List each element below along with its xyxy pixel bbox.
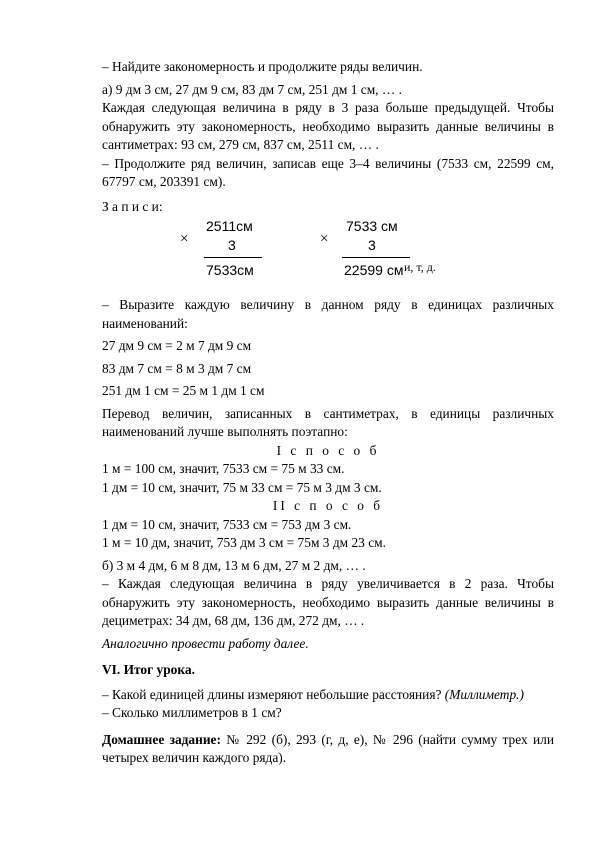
calc-result: 7533см <box>206 262 254 278</box>
calc-multiplicand: 2511см <box>206 218 253 234</box>
method-1-heading: I с п о с о б <box>276 442 380 458</box>
method-2-heading: II с п о с о б <box>272 498 384 513</box>
calc-line <box>342 257 410 258</box>
explanation-b: – Каждая следующая величина в ряду увеличивается в 2 раза. Чтобы обнаружить эту закономерность, необходимо выразить данные величины в дециметрах: 34 дм, 68 дм, 136 дм, 272 дм, … . <box>102 576 554 628</box>
conversion-2: 83 дм 7 см = 8 м 3 дм 7 см <box>102 360 252 376</box>
question-1 <box>102 686 554 705</box>
homework-text: № 292 (б), 293 (г, д, е), № 296 (найти сумму трех или четырех величин каждого ряда). <box>102 731 554 765</box>
calc-multiplier: 3 <box>368 237 376 253</box>
method-1-step-1: 1 м = 100 см, значит, 7533 см = 75 м 33 см. <box>102 461 345 476</box>
section-heading: VI. Итог урока. <box>102 662 195 677</box>
explanation-a: Каждая следующая величина в ряду в 3 раза больше предыдущей. Чтобы обнаружить эту закономерность, необходимо выразить данные величины в сантиметрах: 93 см, 279 см, 837 см, 2511 см, … . <box>102 100 554 152</box>
express-instruction: – Выразите каждую величину в данном ряду в единицах различных наименований: <box>102 297 554 331</box>
task-instruction: – Найдите закономерность и продолжите ряды величин. <box>102 59 423 74</box>
calc-multiplier: 3 <box>228 237 236 253</box>
document-page <box>102 58 554 768</box>
question-2: – Сколько миллиметров в 1 см? <box>102 705 282 720</box>
series-b: б) 3 м 4 дм, 6 м 8 дм, 13 м 6 дм, 27 м 2 дм, … . <box>102 557 366 573</box>
notes-heading: З а п и с и: <box>102 198 163 214</box>
multiply-sign: × <box>180 231 189 247</box>
method-2-step-1: 1 дм = 10 см, значит, 7533 см = 753 дм 3 см. <box>102 516 352 532</box>
question-1-text: – Какой единицей длины измеряют небольшие расстояния? <box>102 686 445 702</box>
multiplication-block <box>102 218 554 286</box>
calc-multiplicand: 7533 см <box>346 218 398 234</box>
continue-series-instruction: – Продолжите ряд величин, записав еще 3–4 величины (7533 см, 22599 см, 67797 см, 203391 см). <box>102 155 554 189</box>
conversion-1: 27 дм 9 см = 2 м 7 дм 9 см <box>102 338 252 353</box>
calc-result: 22599 см <box>344 262 404 278</box>
homework <box>102 731 554 768</box>
multiply-sign: × <box>320 231 329 247</box>
calc-etc: и, т, д. <box>404 260 436 274</box>
series-a: а) 9 дм 3 см, 27 дм 9 см, 83 дм 7 см, 251 дм 1 см, … . <box>102 81 402 97</box>
question-1-answer: (Миллиметр.) <box>444 686 524 702</box>
analogous-note: Аналогично провести работу далее. <box>102 635 309 651</box>
method-2-step-2: 1 м = 10 дм, значит, 753 дм 3 см = 75м 3 дм 23 см. <box>102 535 386 550</box>
conversion-3: 251 дм 1 см = 25 м 1 дм 1 см <box>102 383 265 398</box>
calc-line <box>204 257 262 258</box>
stepwise-note: Перевод величин, записанных в сантиметрах, в единицы различных наименований лучше выполнять поэтапно: <box>102 405 554 439</box>
method-1-step-2: 1 дм = 10 см, значит, 75 м 33 см = 75 м 3 дм 3 см. <box>102 479 382 495</box>
homework-label: Домашнее задание: <box>102 731 221 747</box>
